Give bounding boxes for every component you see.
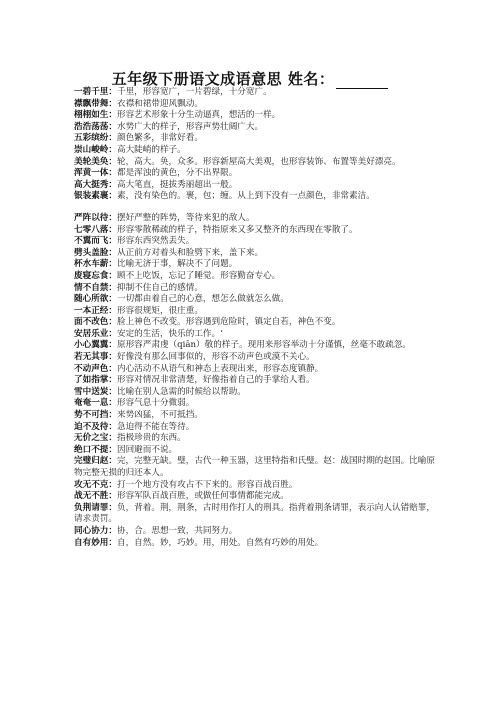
idiom-definition: 好像没有那么回事似的，形容不动声色或漠不关心。 [116,352,315,363]
idiom-term: 栩栩如生： [74,110,117,121]
idiom-term: 势不可挡： [74,410,117,421]
idiom-term: 同心协力： [74,525,117,536]
idiom-term: 浑黄一体： [74,168,117,179]
idiom-definition: 负，背着。荆，荆条，古时用作打人的刑具。指背着荆条请罪，表示向人认错赔罪，请求责罚。 [74,502,435,525]
idiom-entry [74,122,436,134]
idiom-term: 战无不胜： [74,491,117,502]
idiom-entry [74,180,436,192]
idiom-definition: 脸上神色不改变。形容遇到危险时，镇定自若，神色不变。 [116,317,341,328]
idiom-term: 不动声色： [74,363,117,374]
idiom-definition: 轮，高大。奂，众多。形容新屋高大美观，也形容装饰、布置等美好漂亮。 [116,156,401,167]
idiom-term: 废寝忘食： [74,270,117,281]
idiom-entry [74,213,436,225]
idiom-entry [74,491,436,503]
idiom-term: 五彩缤纷： [74,133,117,144]
idiom-definition: 因回避而不说。 [116,444,178,455]
idiom-definition: 都是浑浊的黄色，分不出界限。 [116,168,238,179]
idiom-term: 劈头盖脸： [74,247,117,258]
idiom-definition: 衣襟和裙带迎风飘动。 [116,98,203,109]
idiom-entry [74,110,436,122]
idiom-term: 奄奄一息： [74,398,117,409]
idiom-entry [74,503,436,526]
idiom-definition: 素，没有染色的。裹，包；缠。从上到下没有一点颜色，非常素洁。 [116,191,375,202]
idiom-entry [74,433,436,445]
idiom-definition: 一切都由着自己的心意，想怎么做就怎么做。 [116,294,289,305]
idiom-entry [74,317,436,329]
idiom-definition: 形容军队百战百胜，或做任何事情都能完成。 [116,491,289,502]
idiom-term: 小心翼翼： [74,340,117,351]
idiom-entry [74,456,436,479]
idiom-entry [74,340,436,352]
idiom-definition: 形容艺术形象十分生动逼真，想活的一样。 [116,110,281,121]
idiom-term: 攻无不克： [74,479,117,490]
page-title: 五年级下册语文成语意思 姓名： [111,70,335,88]
idiom-entry [74,87,436,99]
idiom-entry [74,271,436,283]
idiom-definition: 抑制不住自己的感情。 [116,282,203,293]
idiom-definition: 形容对情况非常清楚，好像指着自己的手掌给人看。 [116,375,315,386]
idiom-entry [74,225,436,237]
idiom-term: 七零八落： [74,224,117,235]
idiom-entry [74,236,436,248]
idiom-entry [74,364,436,376]
idiom-entry [74,294,436,306]
idiom-definition: 原形容严肃虔（qiān）敬的样子。现用来形容举动十分谨慎，丝毫不敢疏忽。 [116,340,411,351]
idiom-definition: 安定的生活，快乐的工作。‘ [116,328,223,339]
idiom-term: 一碧千里： [74,87,117,97]
idiom-term: 一本正经： [74,305,117,316]
idiom-term: 高大挺秀： [74,179,117,190]
idiom-entry [74,480,436,492]
idiom-entry [74,248,436,260]
idiom-definition: 从正前方对着头和脸劈下来，盖下来。 [116,247,264,258]
idiom-entry [74,168,436,180]
idiom-definition: 比喻无济于事，解决不了问题。 [116,259,238,270]
idiom-entry [74,259,436,271]
idiom-entry [74,352,436,364]
idiom-term: 银装素裹： [74,191,117,202]
idiom-definition: 来势凶猛，不可抵挡。 [116,410,203,421]
idiom-term: 面不改色： [74,317,117,328]
idiom-entry [74,410,436,422]
idiom-definition: 高大陡峭的样子。 [116,144,186,155]
idiom-term: 情不自禁： [74,282,117,293]
idiom-term: 了如指掌： [74,375,117,386]
idiom-definition: 顾不上吃饭，忘记了睡觉。形容勤奋专心。 [116,270,281,281]
idiom-definition: 高大笔直，挺拔秀丽超出一般。 [116,179,238,190]
idiom-term: 自有妙用： [74,537,117,548]
idiom-entry [74,375,436,387]
idiom-definition: 形容气息十分微弱。 [116,398,195,409]
idiom-term: 迫不及待： [74,421,117,432]
idiom-term: 浩浩荡荡： [74,121,117,132]
idiom-term: 随心所欲： [74,294,117,305]
idiom-entry [74,145,436,157]
idiom-definition: 形容东西突然丢失。 [116,236,195,247]
idiom-entry [74,398,436,410]
idiom-entry [74,422,436,434]
idiom-entry [74,445,436,457]
idiom-entry [74,191,436,203]
idiom-term: 无价之宝： [74,433,117,444]
idiom-term: 不翼而飞： [74,236,117,247]
idiom-definition: 摆好严整的阵势，等待来犯的敌人。 [116,212,255,223]
idiom-entry [74,306,436,318]
idiom-entry [74,329,436,341]
idiom-entry [74,283,436,295]
idiom-term: 负荆请罪： [74,502,117,513]
idiom-definition: 内心活动不从语气和神态上表现出来，形容态度镇静。 [116,363,324,374]
idiom-definition: 自，自然。妙，巧妙。用，用处。自然有巧妙的用处。 [116,537,324,548]
idiom-definition: 协，合。思想一致，共同努力。 [116,525,238,536]
title-row [0,68,500,89]
idiom-term: 若无其事： [74,352,117,363]
idiom-entry [74,157,436,169]
idiom-definition: 比喻在别人急需的时候给以帮助。 [116,386,246,397]
idiom-definition: 打一个地方没有攻占不下来的。形容百战百胜。 [116,479,298,490]
idiom-term: 崇山峻岭： [74,144,117,155]
idiom-term: 完璧归赵： [74,456,117,467]
idiom-definition: 指极珍贵的东西。 [116,433,186,444]
idiom-entry [74,538,436,550]
idiom-list [74,87,436,549]
idiom-entry [74,387,436,399]
idiom-definition: 急迫得不能在等待。 [116,421,195,432]
idiom-term: 杯水车薪： [74,259,117,270]
idiom-term: 雪中送炭： [74,386,117,397]
idiom-definition: 千里，形容宽广，一片碧绿，十分宽广。 [116,87,272,97]
idiom-entry [74,526,436,538]
idiom-term: 安居乐业： [74,328,117,339]
idiom-term: 襟飘带舞： [74,98,117,109]
idiom-term: 美轮美奂： [74,156,117,167]
idiom-entry [74,133,436,145]
idiom-entry [74,99,436,111]
section-gap [74,203,436,213]
idiom-definition: 颜色繁多，非常好看。 [116,133,203,144]
idiom-term: 严阵以待： [74,212,117,223]
idiom-definition: 水势广大的样子，形容声势壮阔广大。 [116,121,264,132]
idiom-definition: 形容零散稀疏的样子，特指原来又多又整齐的东西现在零散了。 [116,224,358,235]
idiom-definition: 完，完整无缺。璧，古代一种玉器，这里特指和氏璧。赵：战国时期的赵国。比喻原物完整无损的归还本人。 [74,456,435,478]
idiom-definition: 形容很规矩，很庄重。 [116,305,203,316]
idiom-term: 绝口不提： [74,444,117,455]
